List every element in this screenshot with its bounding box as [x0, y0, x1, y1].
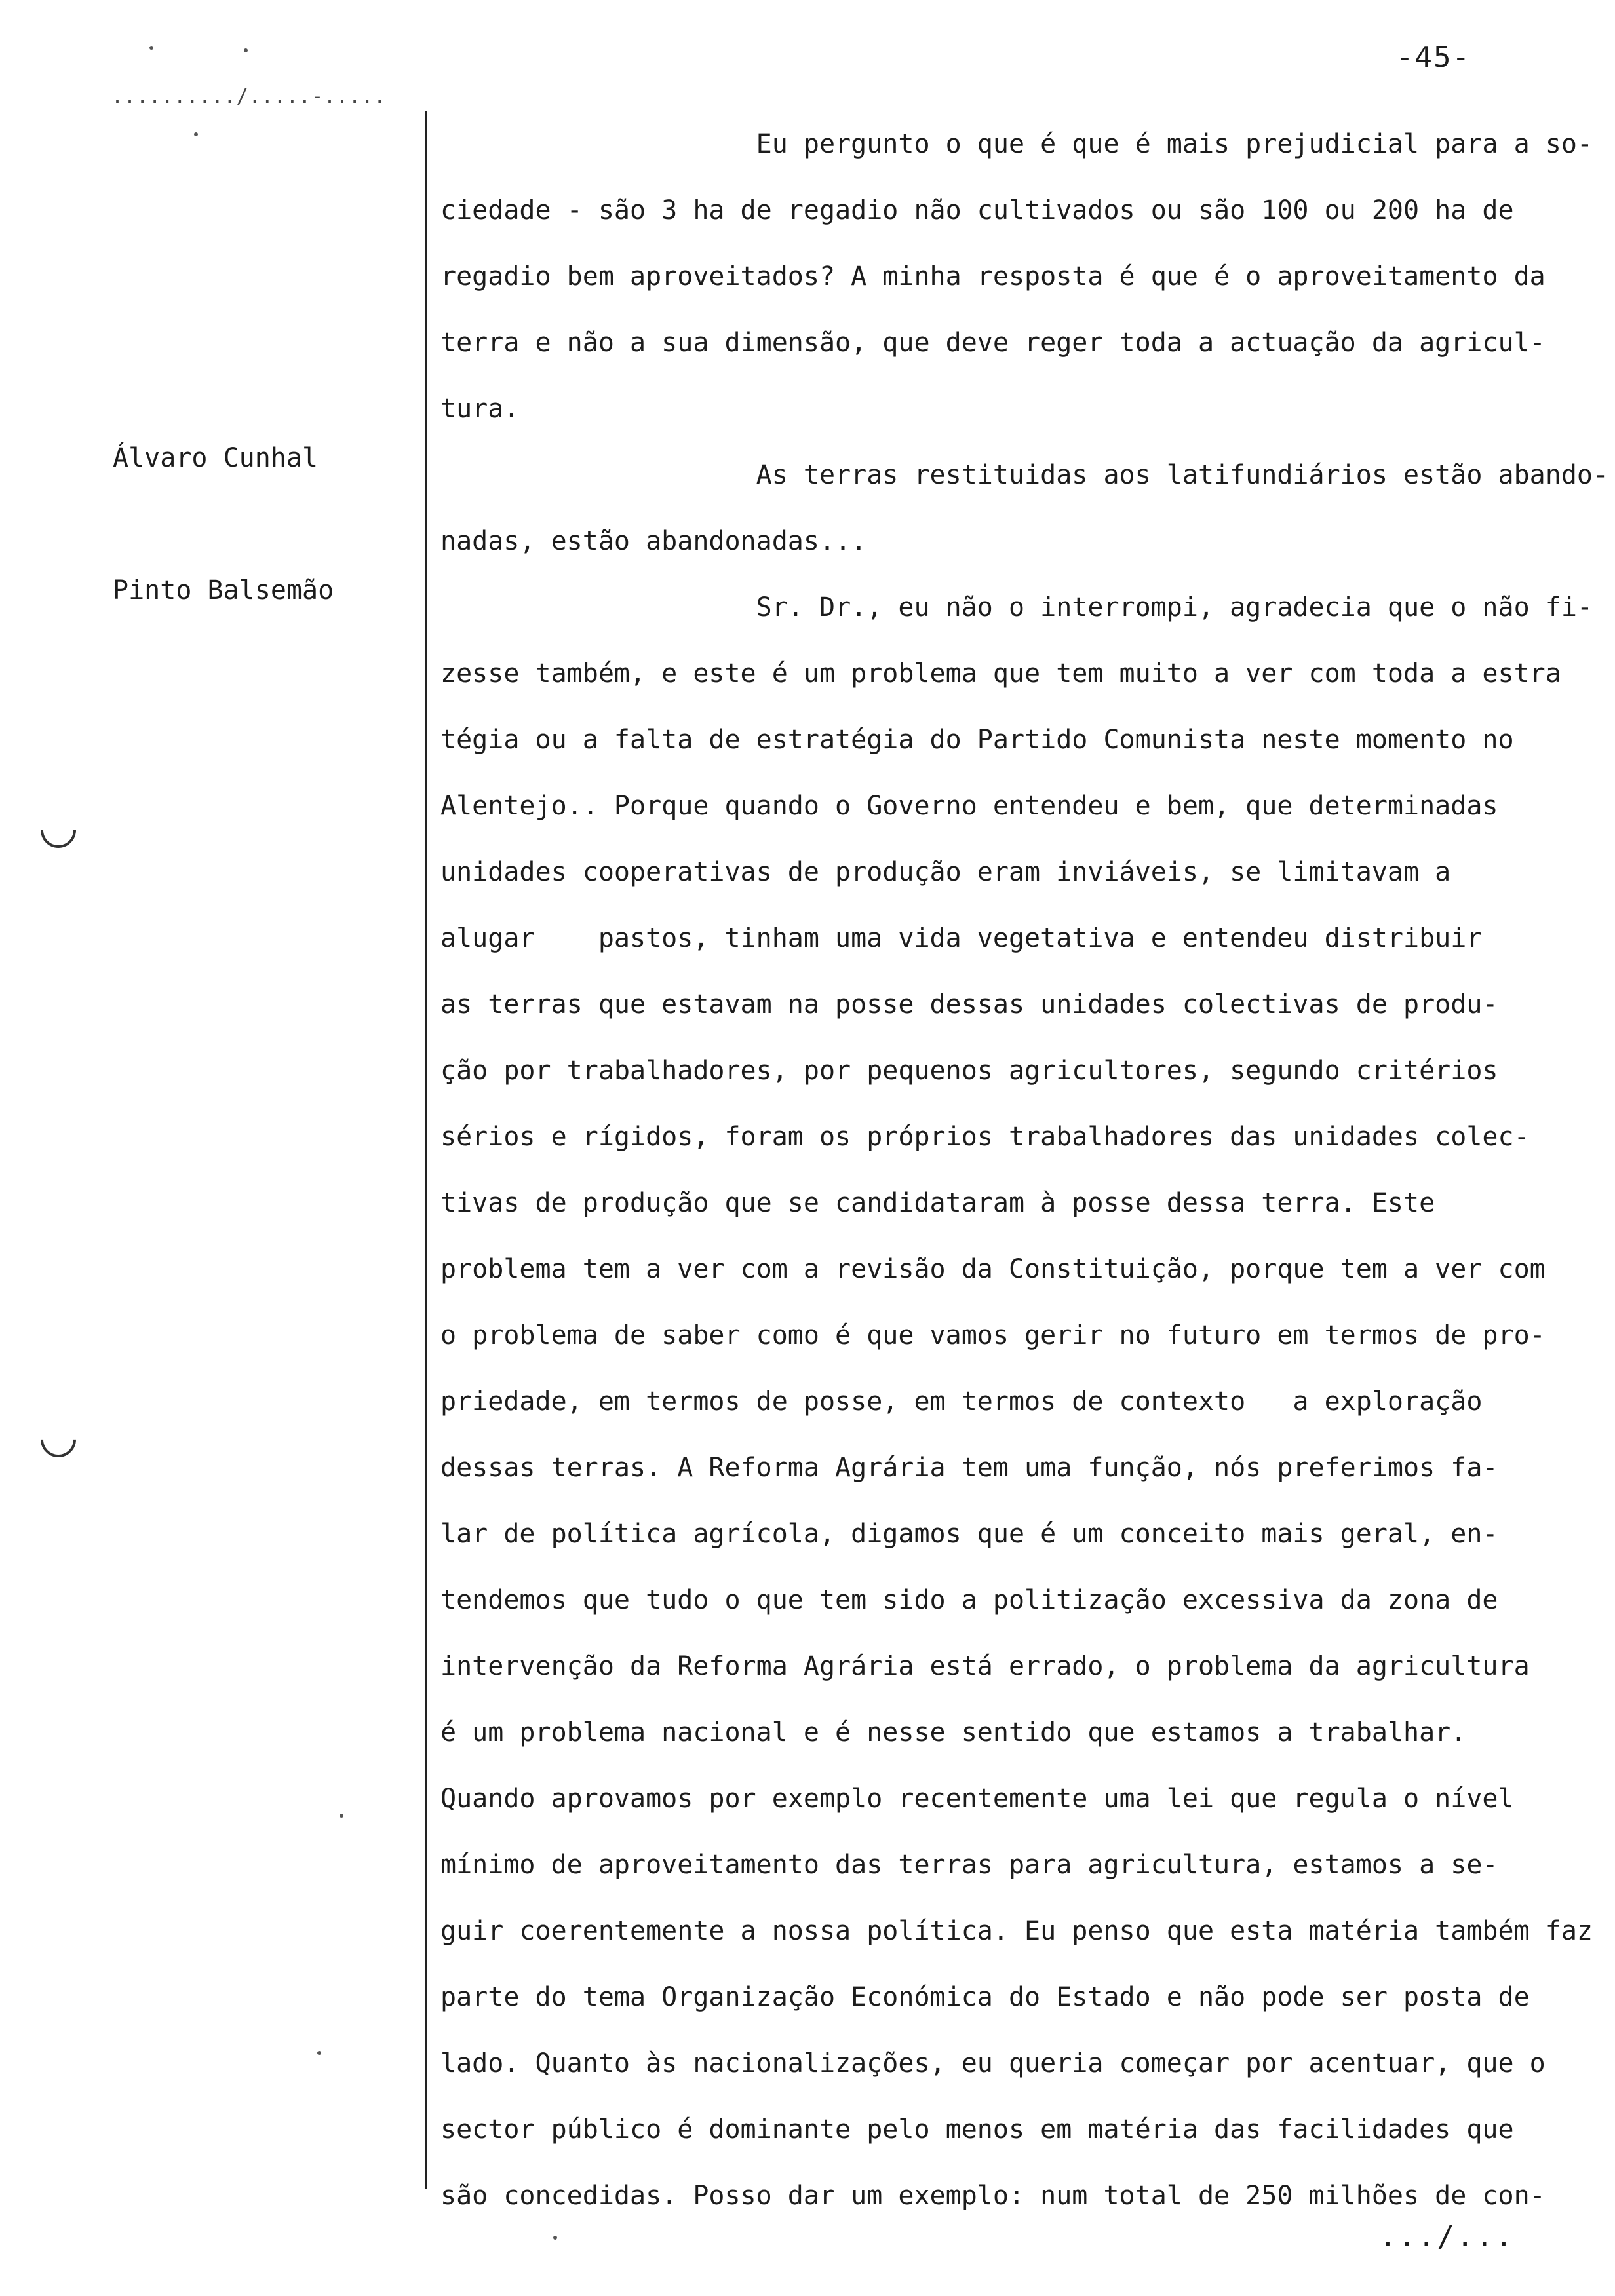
speaker-label-alvaro-cunhal: Álvaro Cunhal — [113, 443, 319, 473]
text-line: o problema de saber como é que vamos gerir no futuro em termos de pro- — [440, 1320, 1546, 1350]
text-line: as terras que estavam na posse dessas unidades colectivas de produ- — [440, 989, 1498, 1020]
punch-hole-mark — [33, 1415, 83, 1464]
text-line: nadas, estão abandonadas... — [440, 526, 867, 556]
top-margin-mark: ........../.....-..... — [111, 85, 387, 108]
text-line: são concedidas. Posso dar um exemplo: num total de 250 milhões de con- — [440, 2181, 1546, 2211]
scan-speck — [340, 1814, 343, 1818]
text-line: sector público é dominante pelo menos em matéria das facilidades que — [440, 2114, 1514, 2145]
text-line: Quando aprovamos por exemplo recentemente uma lei que regula o nível — [440, 1784, 1514, 1814]
margin-rule — [425, 111, 427, 2189]
text-line: priedade, em termos de posse, em termos de contexto a exploração — [440, 1387, 1483, 1417]
text-line: tura. — [440, 394, 520, 424]
scan-speck — [149, 46, 153, 50]
text-line: mínimo de aproveitamento das terras para agricultura, estamos a se- — [440, 1850, 1498, 1880]
text-line: guir coerentemente a nossa política. Eu penso que esta matéria também faz — [440, 1916, 1593, 1946]
scan-speck — [553, 2236, 557, 2240]
text-line: Eu pergunto o que é que é mais prejudicial para a so- — [440, 129, 1593, 159]
text-line: As terras restituidas aos latifundiários estão abando- — [440, 460, 1609, 490]
text-line: terra e não a sua dimensão, que deve reger toda a actuação da agricul- — [440, 328, 1546, 358]
text-line: é um problema nacional e é nesse sentido que estamos a trabalhar. — [440, 1717, 1467, 1748]
text-line: problema tem a ver com a revisão da Constituição, porque tem a ver com — [440, 1254, 1546, 1284]
text-line: parte do tema Organização Económica do Estado e não pode ser posta de — [440, 1982, 1530, 2012]
text-line: tendemos que tudo o que tem sido a politização excessiva da zona de — [440, 1585, 1498, 1615]
text-line: unidades cooperativas de produção eram inviáveis, se limitavam a — [440, 857, 1451, 887]
speaker-label-pinto-balsemao: Pinto Balsemão — [113, 575, 334, 605]
text-line: Alentejo.. Porque quando o Governo entendeu e bem, que determinadas — [440, 791, 1498, 821]
text-line: lar de política agrícola, digamos que é um conceito mais geral, en- — [440, 1519, 1498, 1549]
text-line: zesse também, e este é um problema que tem muito a ver com toda a estra — [440, 659, 1561, 689]
continuation-mark: .../... — [1379, 2220, 1515, 2253]
scan-speck — [194, 132, 198, 136]
text-line: Sr. Dr., eu não o interrompi, agradecia que o não fi- — [440, 592, 1593, 622]
punch-hole-mark — [33, 805, 83, 855]
text-line: dessas terras. A Reforma Agrária tem uma função, nós preferimos fa- — [440, 1453, 1498, 1483]
text-line: alugar pastos, tinham uma vida vegetativa e entendeu distribuir — [440, 923, 1483, 953]
text-line: ciedade - são 3 ha de regadio não cultivados ou são 100 ou 200 ha de — [440, 195, 1514, 225]
text-line: tégia ou a falta de estratégia do Partido Comunista neste momento no — [440, 725, 1514, 755]
page-number: -45- — [1396, 41, 1471, 74]
text-line: sérios e rígidos, foram os próprios trabalhadores das unidades colec- — [440, 1122, 1530, 1152]
transcript-body — [440, 111, 1609, 2229]
text-line: intervenção da Reforma Agrária está errado, o problema da agricultura — [440, 1651, 1530, 1681]
text-line: ção por trabalhadores, por pequenos agricultores, segundo critérios — [440, 1056, 1498, 1086]
text-line: lado. Quanto às nacionalizações, eu queria começar por acentuar, que o — [440, 2048, 1546, 2078]
scan-speck — [317, 2051, 321, 2055]
text-line: tivas de produção que se candidataram à posse dessa terra. Este — [440, 1188, 1435, 1218]
scan-speck — [244, 48, 248, 52]
text-line: regadio bem aproveitados? A minha resposta é que é o aproveitamento da — [440, 261, 1546, 292]
